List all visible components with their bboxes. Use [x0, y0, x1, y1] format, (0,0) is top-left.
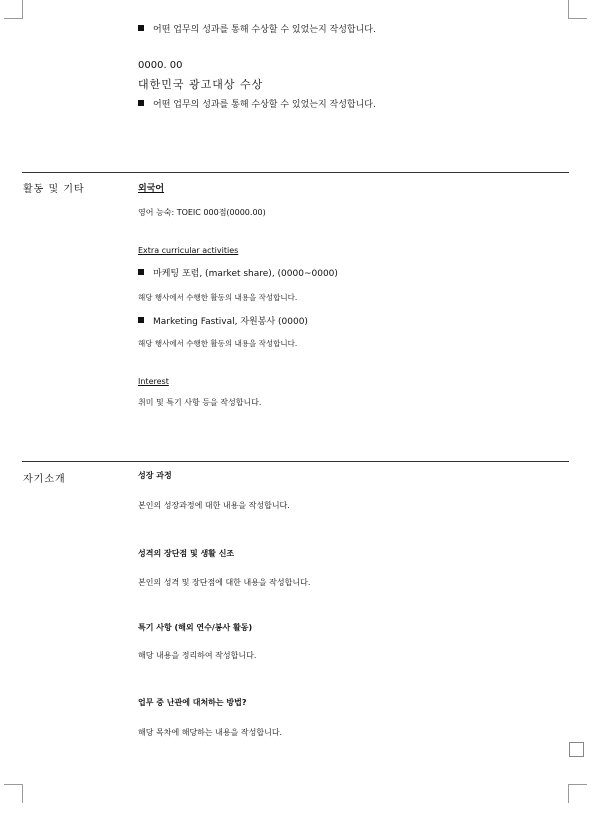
intro-heading-1: 성장 과정: [138, 471, 172, 480]
square-bullet-icon: [138, 100, 144, 106]
interest-heading: Interest: [138, 377, 169, 386]
crop-mark-bottom-right: [568, 784, 587, 803]
page-corner-box: [569, 742, 584, 757]
lang-text: 영어 능숙: TOEIC 000점(0000.00): [138, 208, 266, 217]
section-label-activities: 활동 및 기타: [23, 184, 85, 195]
square-bullet-icon: [138, 269, 144, 275]
crop-mark-bottom-left: [4, 784, 23, 803]
section-label-intro: 자기소개: [23, 474, 66, 485]
activity-item-2-title: Marketing Fastival, 자원봉사 (0000): [153, 317, 308, 327]
activity-item-2-desc: 해당 행사에서 수행한 활동의 내용을 작성합니다.: [138, 339, 298, 348]
crop-mark-top-left: [4, 0, 23, 19]
award-bullet-1-text: 어떤 업무의 성과를 통해 수상할 수 있었는지 작성합니다.: [153, 25, 376, 35]
intro-heading-2: 성격의 장단점 및 생활 신조: [138, 549, 235, 558]
crop-mark-top-right: [568, 0, 587, 19]
lang-heading: 외국어: [138, 184, 165, 194]
extra-heading: Extra curricular activities: [138, 246, 239, 255]
award-title: 대한민국 광고대상 수상: [138, 78, 264, 91]
award-bullet-2: [138, 97, 376, 110]
intro-heading-3: 특기 사항 (해외 연수/봉사 활동): [138, 623, 253, 632]
intro-heading-4: 업무 중 난관에 대처하는 방법?: [138, 698, 247, 707]
award-bullet-2-text: 어떤 업무의 성과를 통해 수상할 수 있었는지 작성합니다.: [153, 100, 376, 110]
intro-text-4: 해당 목차에 해당하는 내용을 작성합니다.: [138, 728, 283, 737]
intro-text-2: 본인의 성격 및 장단점에 대한 내용을 작성합니다.: [138, 578, 311, 587]
activity-item-1-title: 마케팅 포럼, (market share), (0000~0000): [153, 269, 338, 279]
award-date: 0000. 00: [138, 60, 183, 71]
square-bullet-icon: [138, 25, 144, 31]
square-bullet-icon: [138, 317, 144, 323]
section-divider: [22, 172, 569, 173]
section-divider: [22, 461, 569, 462]
award-bullet-1: [138, 22, 376, 35]
interest-text: 취미 및 특기 사항 등을 작성합니다.: [138, 398, 262, 407]
activity-item-2: [138, 314, 308, 327]
activity-item-1: [138, 266, 338, 279]
activity-item-1-desc: 해당 행사에서 수행한 활동의 내용을 작성합니다.: [138, 293, 298, 302]
intro-text-1: 본인의 성장과정에 대한 내용을 작성합니다.: [138, 501, 290, 510]
intro-text-3: 해당 내용을 정리하여 작성합니다.: [138, 651, 257, 660]
